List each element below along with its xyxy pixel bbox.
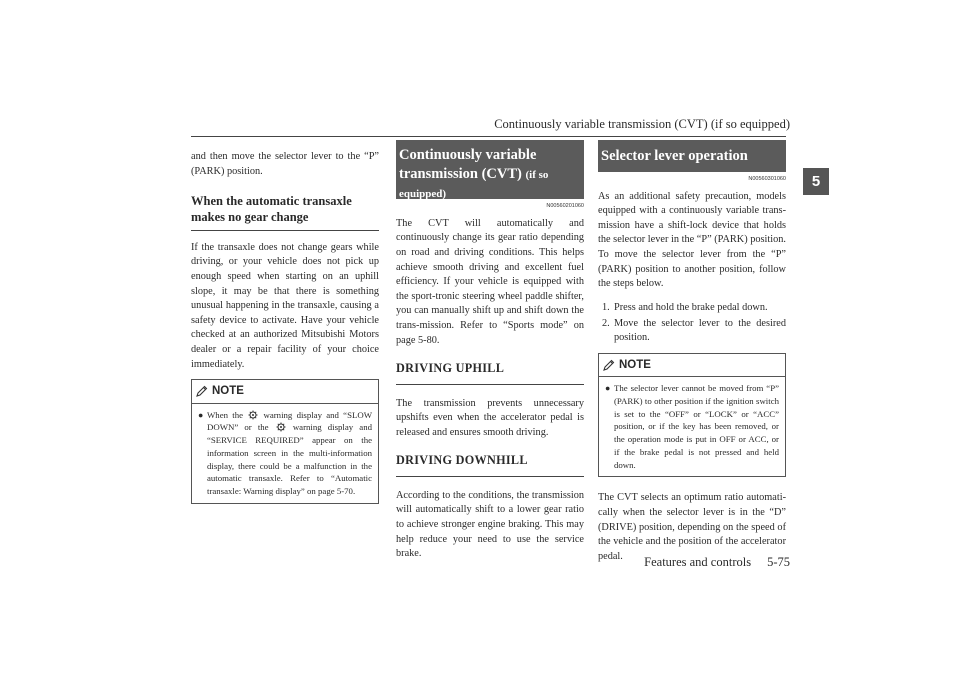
note-text: The selector lever cannot be moved from “P” (PARK) to other position if the ignition switch is set to the “OFF” or “LOCK” or “ACC” position, or if the key has been removed, or the operation mode is put in OFF or ACC, or if the brake pedal is not pressed and held down. — [614, 383, 779, 470]
selector-paragraph: As an additional safety precaution, models equipped with a continuously variable trans-mission have a shift-lock device that holds the selector lever in the “P” (PARK) position. To move the selector lever from the “P” (PARK) position to another position, follow the steps below. — [598, 190, 786, 290]
footer-section: Features and controls — [644, 555, 752, 569]
steps-list — [598, 301, 786, 346]
no-gear-change-paragraph: If the transaxle does not change gears while driving, or your vehicle does not pick up enough speed when starting on an uphill slope, it may be that there is something unusual happening in the transaxle, causing a safety device to activate. Have your vehicle checked at an authorized Mitsubishi Motors dealer or a repair facility of your choice immediately. — [191, 241, 379, 370]
running-header: Continuously variable transmission (CVT) (if so equipped) — [494, 117, 790, 131]
note-label: NOTE — [619, 358, 651, 371]
transmission-warning-icon — [247, 410, 259, 420]
note-text-middle: warning display and “SLOW DOWN” or the — [207, 409, 372, 433]
bullet-icon: ● — [198, 409, 204, 420]
note-body — [192, 404, 378, 503]
heading-driving-downhill: DRIVING DOWNHILL — [396, 452, 584, 476]
note-title — [192, 380, 378, 403]
column-1 — [191, 150, 379, 504]
cvt-paragraph: The CVT will automatically and continuously change its gear ratio depending on road and driving conditions. This helps achieve smooth driving and excellent fuel efficiency. If your vehicle is equipped with the sport-tronic steering wheel paddle shifter, you can manually shift up and shift down the trans-mission. Refer to “Sports mode” on page 5-80. — [396, 217, 584, 346]
page-number: 5-75 — [767, 555, 790, 569]
note-label: NOTE — [212, 385, 244, 398]
note-body — [599, 377, 785, 476]
header-rule — [191, 136, 786, 137]
column-2 — [396, 147, 584, 562]
column-3 — [598, 150, 786, 564]
step-number: 1. — [602, 301, 610, 313]
list-item — [598, 317, 786, 346]
note-text-after: warning display and “SERVICE REQUIRED” appear on the information screen in the multi-information display, there could be a malfunction in the automatic transaxle. Refer to “Automatic transaxle: Warning display” on page 5-70. — [207, 422, 372, 497]
note-item — [198, 409, 372, 498]
uphill-paragraph: The transmission prevents unnecessary upshifts even when the accelerator pedal is released and ensures smooth driving. — [396, 397, 584, 438]
cvt-title-suffix: (if so equipped) — [399, 168, 549, 200]
closing-paragraph: The CVT selects an optimum ratio automati-cally when the selector lever is in the “D” (DRIVE) position, depending on the speed of the vehicle and the position of the accelerator pedal. — [598, 492, 786, 562]
pencil-icon — [603, 359, 615, 371]
reference-code: N00560301060 — [748, 175, 786, 182]
chapter-tab: 5 — [803, 168, 829, 195]
page-footer — [560, 555, 790, 570]
note-text-before: When the — [207, 409, 243, 420]
heading-driving-uphill: DRIVING UPHILL — [396, 360, 584, 384]
list-item — [598, 301, 786, 316]
note-item — [605, 382, 779, 471]
reference-code: N00560201060 — [546, 203, 584, 209]
section-title-box-selector: Selector lever operation — [598, 140, 786, 172]
bullet-icon: ● — [605, 383, 611, 394]
pencil-icon — [196, 385, 208, 397]
intro-paragraph: and then move the selector lever to the “P” (PARK) position. — [191, 151, 379, 177]
section-heading-no-gear-change: When the automatic transaxle makes no gear change — [191, 193, 379, 231]
step-text: Press and hold the brake pedal down. — [614, 301, 768, 313]
cvt-title: Continuously variable transmission (CVT) — [399, 147, 537, 182]
section-title-box-cvt — [396, 140, 584, 199]
note-title — [599, 354, 785, 377]
note-box — [191, 379, 379, 504]
transmission-warning-icon — [275, 422, 287, 432]
downhill-paragraph: According to the conditions, the transmission will automatically shift to a lower gear ratio to achieve stronger engine braking. This may help reduce your need to use the service brake. — [396, 489, 584, 560]
step-text: Move the selector lever to the desired position. — [614, 317, 786, 344]
note-box — [598, 353, 786, 478]
step-number: 2. — [602, 317, 610, 329]
